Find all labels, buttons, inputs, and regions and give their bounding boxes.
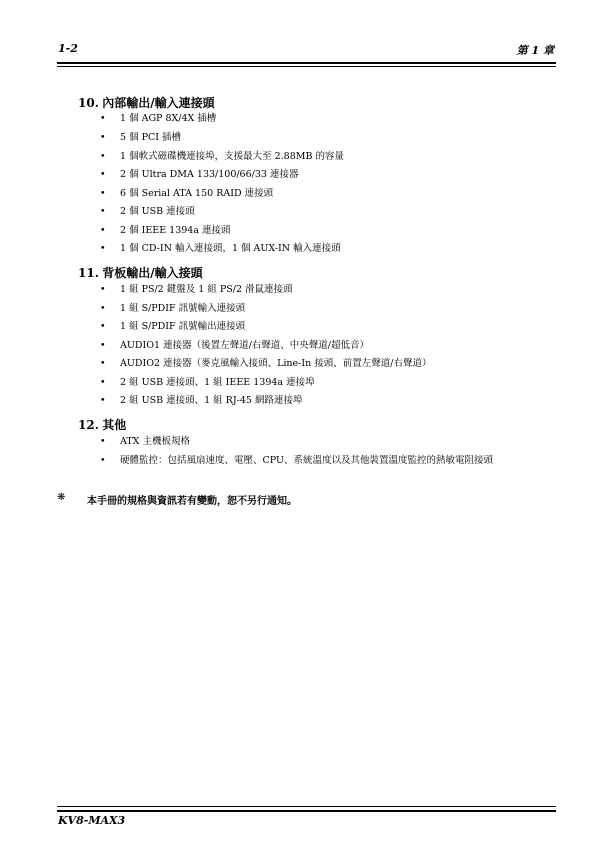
section-heading: 背板輸出/輸入接頭 bbox=[102, 266, 203, 280]
list-item-text: ATX 主機板規格 bbox=[120, 436, 190, 447]
list-item-text: AUDIO2 連接器（麥克風輸入接頭、Line-In 接頭、前置左聲道/右聲道） bbox=[120, 358, 432, 369]
section-title-12 bbox=[78, 416, 126, 433]
asterism-icon: ❋ bbox=[57, 492, 66, 503]
chapter-label: 第 1 章 bbox=[516, 44, 554, 57]
list-item-text: 1 組 S/PDIF 訊號輸入連接頭 bbox=[120, 303, 246, 314]
list-item-text: 1 個軟式磁碟機連接埠，支援最大至 2.88MB 的容量 bbox=[120, 151, 344, 162]
list-item-text: 5 個 PCI 插槽 bbox=[120, 132, 182, 143]
section-number: 12. bbox=[78, 418, 99, 432]
list-item-text: 1 組 S/PDIF 訊號輸出連接頭 bbox=[120, 321, 246, 332]
bullet-icon: • bbox=[100, 284, 106, 295]
section-heading: 其他 bbox=[102, 418, 127, 432]
list-item-text: 硬體監控：包括風扇速度、電壓、CPU、系統溫度以及其他裝置溫度監控的熱敏電阻接頭 bbox=[120, 455, 494, 466]
section-number: 11. bbox=[78, 266, 99, 280]
bullet-icon: • bbox=[100, 377, 106, 388]
bullet-icon: • bbox=[100, 358, 106, 369]
page-number: 1-2 bbox=[58, 42, 78, 55]
section-title-10 bbox=[78, 94, 215, 111]
list-item-text: 2 個 USB 連接頭 bbox=[120, 206, 195, 217]
section-heading: 內部輸出/輸入連接頭 bbox=[102, 96, 215, 110]
bullet-icon: • bbox=[100, 395, 106, 406]
list-item-text: 2 組 USB 連接頭、1 組 IEEE 1394a 連接埠 bbox=[120, 377, 315, 388]
bullet-icon: • bbox=[100, 151, 106, 162]
list-item-text: 2 組 USB 連接頭、1 組 RJ-45 網路連接埠 bbox=[120, 395, 303, 406]
list-item-text: 2 個 Ultra DMA 133/100/66/33 連接器 bbox=[120, 169, 299, 180]
list-item-text: 2 個 IEEE 1394a 連接頭 bbox=[120, 225, 231, 236]
bullet-icon: • bbox=[100, 188, 106, 199]
list-item-text: 1 個 CD-IN 輸入連接頭，1 個 AUX-IN 輸入連接頭 bbox=[120, 243, 341, 254]
section-title-11 bbox=[78, 264, 203, 281]
list-item-text: AUDIO1 連接器（後置左聲道/右聲道、中央聲道/超低音） bbox=[120, 340, 369, 351]
disclaimer-text: 本手冊的規格與資訊若有變動，恕不另行通知。 bbox=[87, 496, 297, 507]
model-name: KV8-MAX3 bbox=[58, 814, 126, 827]
bullet-icon: • bbox=[100, 455, 106, 466]
bullet-icon: • bbox=[100, 436, 106, 447]
section-number: 10. bbox=[78, 96, 99, 110]
bullet-icon: • bbox=[100, 169, 106, 180]
bullet-icon: • bbox=[100, 225, 106, 236]
bullet-icon: • bbox=[100, 340, 106, 351]
bullet-icon: • bbox=[100, 113, 106, 124]
page-footer bbox=[57, 806, 556, 827]
bullet-icon: • bbox=[100, 321, 106, 332]
list-item-text: 1 個 AGP 8X/4X 插槽 bbox=[120, 113, 217, 124]
bullet-icon: • bbox=[100, 206, 106, 217]
list-item-text: 6 個 Serial ATA 150 RAID 連接頭 bbox=[120, 188, 274, 199]
bullet-icon: • bbox=[100, 243, 106, 254]
bullet-icon: • bbox=[100, 132, 106, 143]
page-header bbox=[57, 40, 556, 64]
list-item-text: 1 組 PS/2 鍵盤及 1 組 PS/2 滑鼠連接頭 bbox=[120, 284, 293, 295]
bullet-icon: • bbox=[100, 303, 106, 314]
